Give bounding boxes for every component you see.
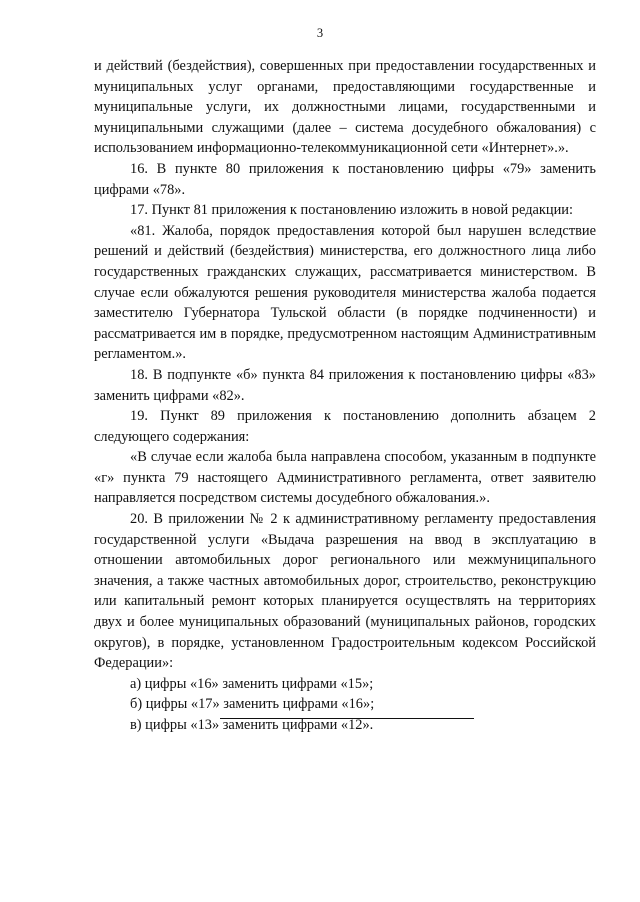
page-number: 3 xyxy=(316,26,324,40)
paragraph: 16. В пункте 80 приложения к постановлению цифры «79» заменить цифрами «78». xyxy=(94,160,596,198)
paragraph: 20. В приложении № 2 к административному регламенту предоставления государственной услуги «Выдача разрешения на ввод в эксплуатацию в отношении автомобильных дорог регионального или межмуниципального значения, а также частных автомобильных дорог, строительство, реконструкцию или капитальный ремонт которых планируется осуществлять на территориях двух и более муниципальных образований (муниципальных районов, городских округов), в порядке, установленном Градостроительным кодексом Российской Федерации»: xyxy=(94,511,596,672)
list-item: в) цифры «13» заменить цифрами «12». xyxy=(130,717,374,733)
closing-divider xyxy=(220,718,474,719)
paragraph: «В случае если жалоба была направлена способом, указанным в подпункте «г» пункта 79 настоящего Административного регламента, ответ заявителю направляется посредством системы досудебного обжалования.». xyxy=(94,449,596,507)
paragraph: 18. В подпункте «б» пункта 84 приложения к постановлению цифры «83» заменить цифрами «82». xyxy=(94,366,596,404)
paragraph: и действий (бездействия), совершенных при предоставлении государственных и муниципальных услуг органами, предоставляющими государственные и муниципальные услуги, их должностными лицами, государственными и муниципальными служащими (далее – система досудебного обжалования) с использованием информационно-телекоммуникационной сети «Интернет».». xyxy=(94,58,596,157)
document-body xyxy=(94,56,596,736)
list-item: а) цифры «16» заменить цифрами «15»; xyxy=(130,675,374,692)
paragraph: 19. Пункт 89 приложения к постановлению дополнить абзацем 2 следующего содержания: xyxy=(94,408,596,445)
list-item: б) цифры «17» заменить цифрами «16»; xyxy=(130,696,375,713)
paragraph: «81. Жалоба, порядок предоставления которой был нарушен вследствие решений и действий (бездействия) министерства, его должностного лица либо государственных гражданских служащих, рассматривается министерством. В случае если обжалуются решения руководителя министерства жалоба подается заместителю Губернатора Тульской области (в порядке подчиненности) и рассматривается им в порядке, предусмотренном настоящим Административным регламентом.». xyxy=(94,222,596,363)
paragraph: 17. Пункт 81 приложения к постановлению изложить в новой редакции: xyxy=(130,202,574,219)
